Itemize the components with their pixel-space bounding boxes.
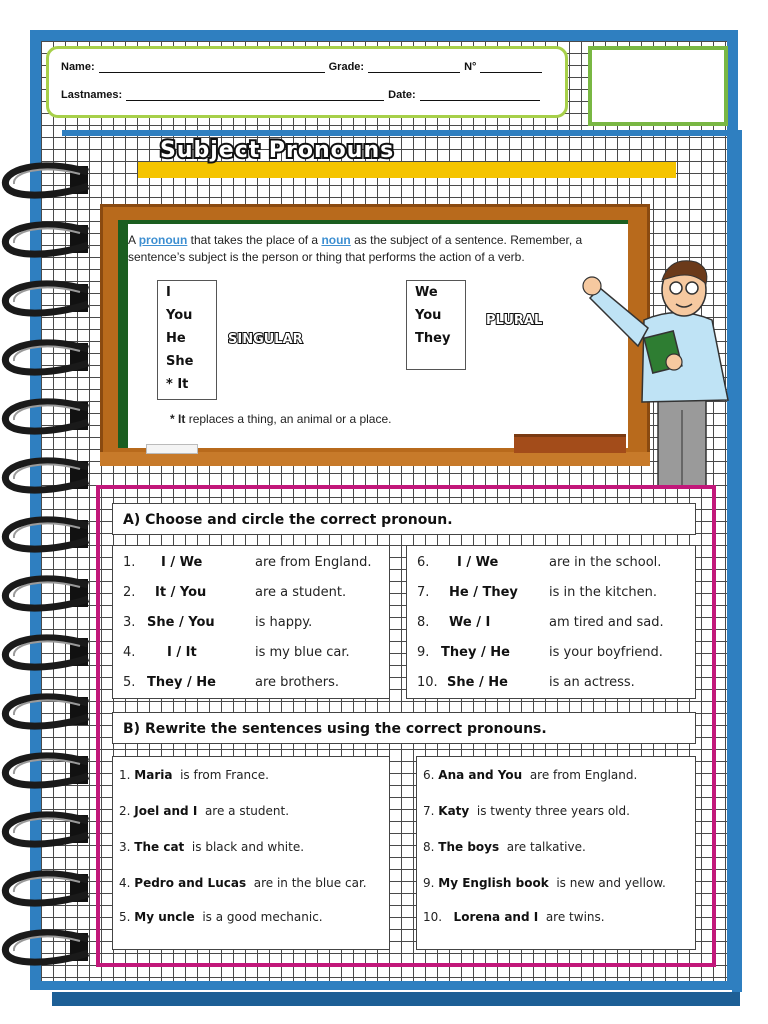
keyword-pronoun: pronoun: [138, 233, 188, 247]
pronoun-choice[interactable]: We / I: [449, 615, 491, 630]
grade-label: Grade:: [328, 61, 365, 73]
pronoun-choice[interactable]: They / He: [441, 645, 510, 660]
exercise-item: 1. I / We are from England.: [113, 548, 389, 578]
page-shadow: [52, 992, 740, 1006]
singular-label: SINGULAR: [228, 332, 303, 347]
number-label: N°: [464, 61, 477, 73]
pronoun-choice[interactable]: I / It: [167, 645, 197, 660]
pronoun-choice[interactable]: They / He: [147, 675, 216, 690]
singular-pronoun: You: [166, 308, 193, 323]
exercise-item: 9. They / He is your boyfriend.: [407, 638, 695, 668]
rewrite-item[interactable]: 3. The cat is black and white.: [119, 840, 305, 854]
binding-ring: [5, 638, 88, 667]
chalk: [146, 444, 198, 454]
binding-ring: [5, 402, 88, 431]
exercise-item: 8. We / I am tired and sad.: [407, 608, 695, 638]
chalkboard-tray: [100, 452, 650, 466]
section-a-left-box: [112, 545, 390, 699]
exercise-item: 5. They / He are brothers.: [113, 668, 389, 698]
exercise-item: 7. He / They is in the kitchen.: [407, 578, 695, 608]
rewrite-item[interactable]: 8. The boys are talkative.: [423, 840, 586, 854]
plural-pronoun: We: [415, 285, 438, 300]
singular-pronoun: She: [166, 354, 194, 369]
pronoun-choice[interactable]: I / We: [457, 555, 499, 570]
plural-label: PLURAL: [486, 313, 543, 328]
section-b-heading: B) Rewrite the sentences using the correct pronouns.: [112, 712, 696, 744]
pronoun-choice[interactable]: She / He: [447, 675, 508, 690]
binding-ring: [5, 874, 88, 903]
binding-ring: [5, 579, 88, 608]
singular-card: [157, 280, 217, 400]
name-blank[interactable]: [99, 62, 325, 73]
rewrite-item[interactable]: 5. My uncle is a good mechanic.: [119, 910, 323, 924]
pronoun-choice[interactable]: She / You: [147, 615, 215, 630]
binding-ring: [5, 756, 88, 785]
binding-ring: [5, 166, 88, 195]
rewrite-item[interactable]: 9. My English book is new and yellow.: [423, 876, 666, 890]
rewrite-item[interactable]: 6. Ana and You are from England.: [423, 768, 638, 782]
grade-blank[interactable]: [368, 62, 460, 73]
date-blank[interactable]: [420, 90, 540, 101]
spiral-binding: [0, 0, 100, 1024]
exercise-item: 2. It / You are a student.: [113, 578, 389, 608]
rewrite-item[interactable]: 2. Joel and I are a student.: [119, 804, 290, 818]
worksheet-title: Subject Pronouns: [160, 138, 395, 163]
exercise-item: 3. She / You is happy.: [113, 608, 389, 638]
pronoun-choice[interactable]: I / We: [161, 555, 203, 570]
lastnames-line: [61, 89, 544, 101]
singular-pronoun: He: [166, 331, 186, 346]
exercise-item: 10. She / He is an actress.: [407, 668, 695, 698]
plural-pronoun: You: [415, 308, 442, 323]
teacher-illustration: [578, 250, 738, 490]
section-a-heading: A) Choose and circle the correct pronoun.: [112, 503, 696, 535]
binding-ring: [5, 815, 88, 844]
number-blank[interactable]: [480, 62, 542, 73]
binding-ring: [5, 697, 88, 726]
rewrite-item[interactable]: 10. Lorena and I are twins.: [423, 910, 605, 924]
binding-ring: [5, 225, 88, 254]
rewrite-item[interactable]: 7. Katy is twenty three years old.: [423, 804, 630, 818]
keyword-noun: noun: [321, 233, 351, 247]
date-label: Date:: [388, 89, 416, 101]
binding-ring: [5, 284, 88, 313]
plural-pronoun: They: [415, 331, 451, 346]
photo-box: [588, 46, 728, 126]
singular-pronoun: I: [166, 285, 171, 300]
binding-ring: [5, 343, 88, 372]
binding-ring: [5, 520, 88, 549]
lastnames-label: Lastnames:: [61, 89, 123, 101]
rewrite-item[interactable]: 1. Maria is from France.: [119, 768, 269, 782]
plural-card: [406, 280, 466, 370]
definition-text: A pronoun that takes the place of a noun as the subject of a sentence. Remember, a sentence’s subject is the person or thing that performs the action of a verb.: [128, 233, 583, 264]
section-b-left-box: [112, 756, 390, 950]
pronoun-choice[interactable]: It / You: [155, 585, 207, 600]
rewrite-item[interactable]: 4. Pedro and Lucas are in the blue car.: [119, 876, 367, 890]
title-highlight-bar: [138, 162, 676, 178]
name-line: [61, 61, 546, 73]
singular-pronoun: * It: [166, 377, 189, 392]
exercise-item: 4. I / It is my blue car.: [113, 638, 389, 668]
exercise-item: 6. I / We are in the school.: [407, 548, 695, 578]
lastnames-blank[interactable]: [126, 90, 384, 101]
binding-ring: [5, 933, 88, 962]
section-a-right-box: [406, 545, 696, 699]
pronoun-choice[interactable]: He / They: [449, 585, 518, 600]
student-info-box: [46, 46, 568, 118]
it-note: * It replaces a thing, an animal or a place.: [170, 412, 392, 426]
section-b-right-box: [416, 756, 696, 950]
binding-ring: [5, 461, 88, 490]
name-label: Name:: [61, 61, 95, 73]
